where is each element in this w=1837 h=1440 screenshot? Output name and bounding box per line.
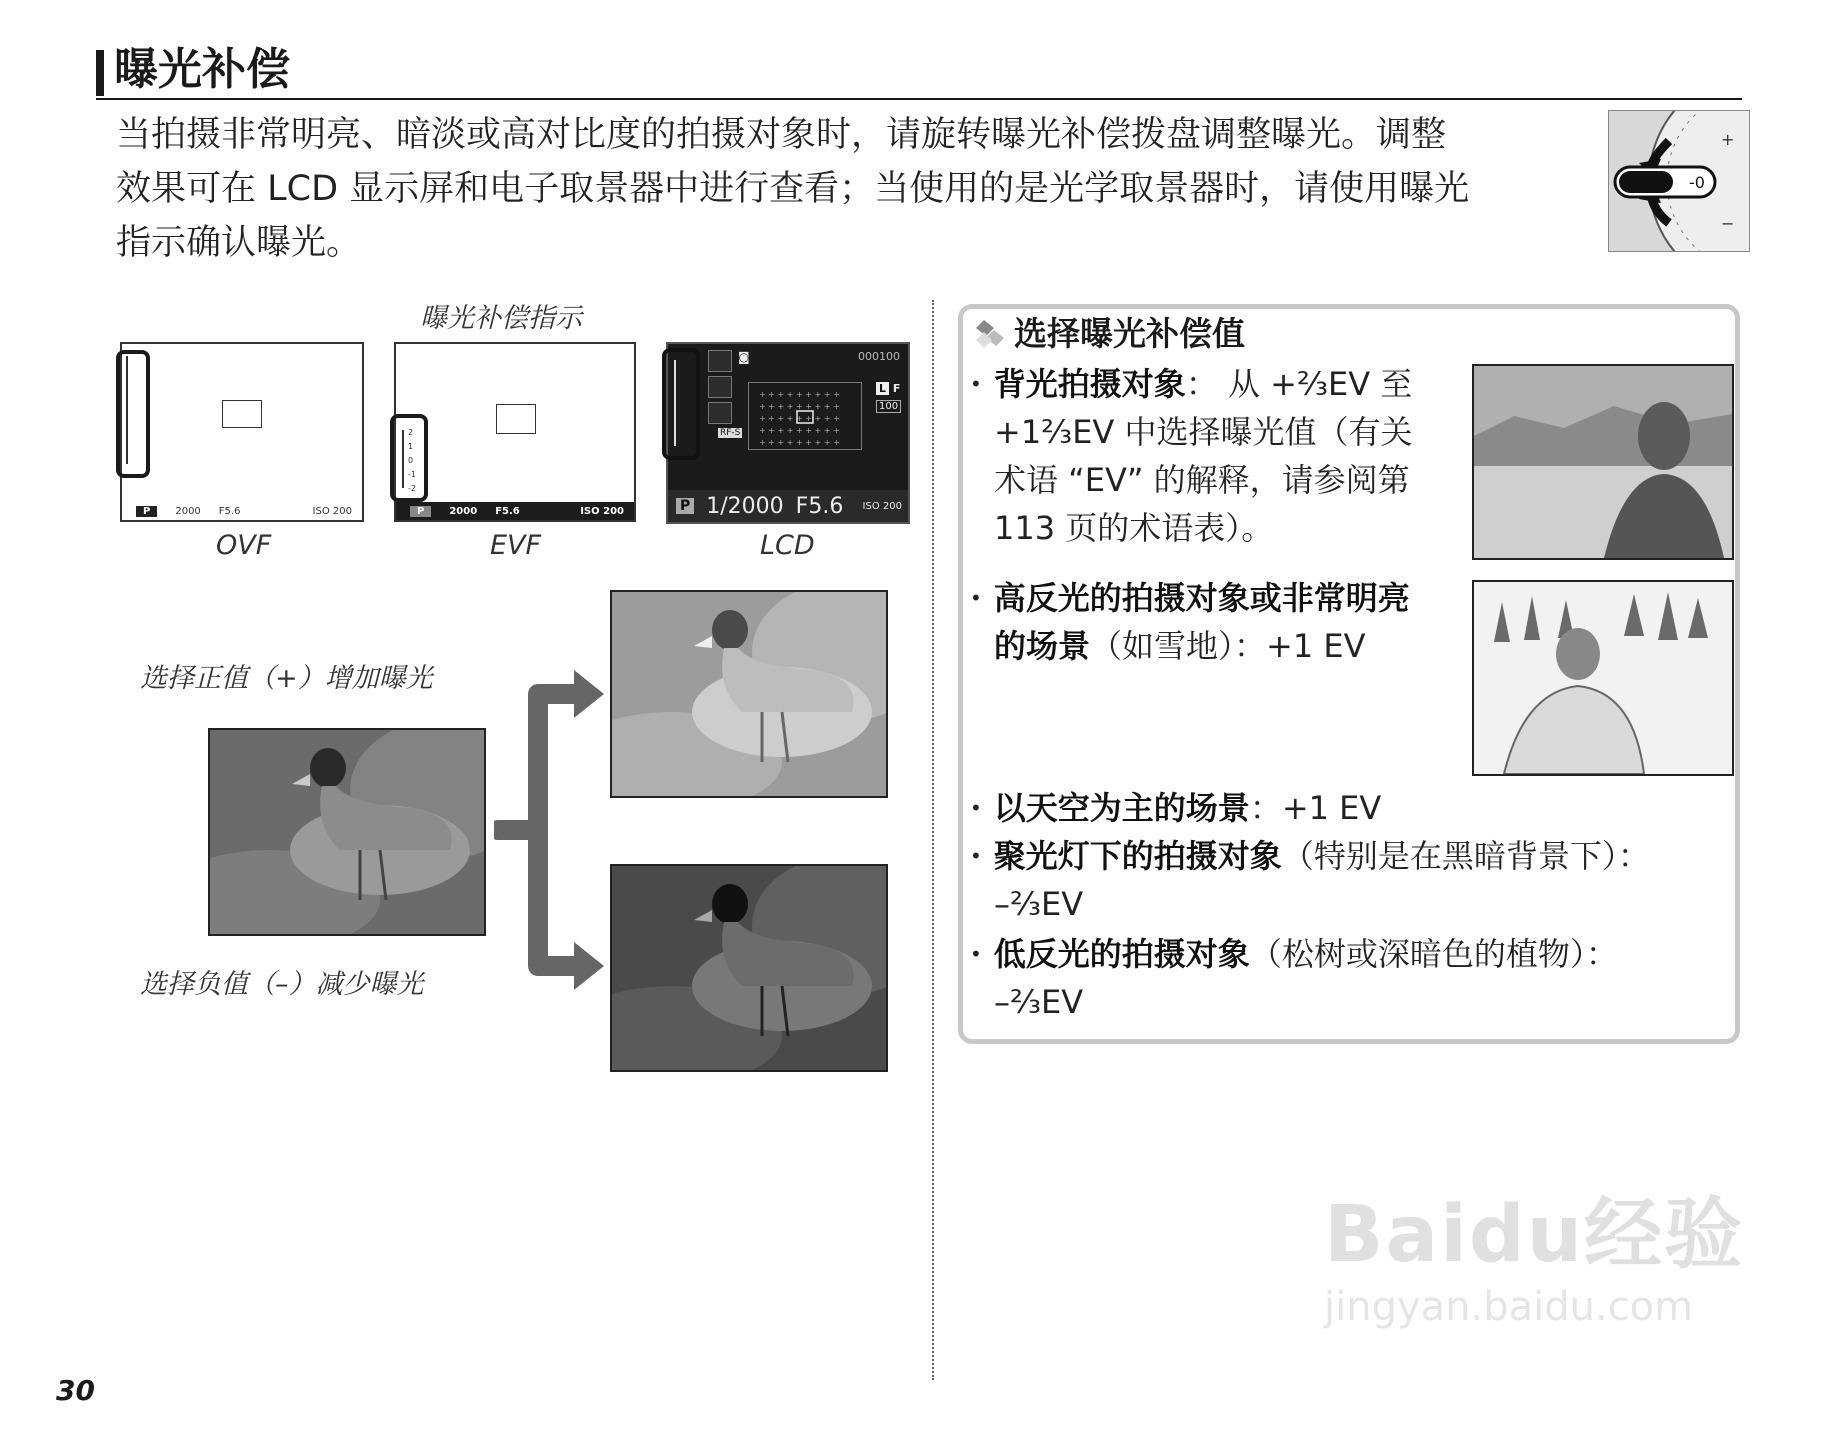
iso-label: ISO — [580, 505, 600, 517]
mode-badge: P — [676, 498, 694, 514]
ovf-indicator-highlight — [116, 350, 150, 478]
aperture-value: F5.6 — [218, 505, 241, 517]
shutter-value: 2000 — [449, 505, 478, 517]
shutter-value: 1/2000 — [706, 493, 784, 519]
iso-value: 200 — [603, 505, 624, 517]
tip-item-heading: 以天空为主的场景 — [993, 789, 1250, 827]
aperture-value: F5.6 — [795, 493, 844, 519]
tip-item-backlit: • 背光拍摄对象： 从 +⅔EV 至 +1⅔EV 中选择曝光值（有关 术语 “EV” 的解释，请参阅第 113 页的术语表）。 — [970, 360, 1450, 552]
tip-text-line: （特别是在黑暗背景下）： — [1281, 837, 1650, 875]
intro-line: 效果可在 LCD 显示屏和电子取景器中进行查看；当使用的是光学取景器时，请使用曝光 — [116, 169, 1470, 209]
intro-paragraph — [116, 108, 1586, 270]
ovf-info-bar — [122, 502, 362, 520]
tip-item-low-reflective: • 低反光的拍摄对象（松树或深暗色的植物）： –⅔EV — [970, 930, 1730, 1026]
tip-text-line: （如雪地）：+1 EV — [1090, 627, 1366, 665]
iso-value: 200 — [332, 505, 352, 517]
tip-item-heading: 低反光的拍摄对象 — [993, 935, 1250, 973]
metering-icon: ◙ — [738, 350, 750, 364]
lcd-scale-line — [674, 360, 676, 446]
tip-value: –⅔EV — [994, 983, 1084, 1021]
svg-text:+ + + + + + + + +: + + + + + + + + + — [759, 438, 840, 447]
lcd-side-box — [708, 402, 732, 424]
tip-title: 选择曝光补偿值 — [1014, 314, 1245, 353]
page-number: 30 — [56, 1374, 95, 1407]
aperture-value: F5.6 — [495, 505, 520, 517]
minus-caption: 选择负值（–）减少曝光 — [140, 969, 424, 1000]
image-quality: F — [892, 382, 901, 395]
duck-photo-brighter — [610, 590, 888, 798]
evf-viewfinder — [394, 342, 636, 522]
page-title: 曝光补偿 — [114, 44, 290, 95]
tip-text-line: （松树或深暗色的植物）： — [1249, 935, 1618, 973]
dial-plus-mark: + — [1721, 130, 1735, 149]
iso-label: ISO — [862, 500, 880, 512]
tip-icon — [974, 318, 1008, 348]
lcd-side-box — [708, 376, 732, 398]
frame-counter: 000100 — [858, 350, 900, 363]
heading-rule — [96, 98, 1742, 100]
image-size — [876, 382, 900, 395]
heading-bar — [96, 50, 104, 96]
dial-minus-mark: − — [1721, 214, 1735, 233]
svg-text:+ + + + + + + + +: + + + + + + + + + — [759, 390, 840, 399]
duck-photo-darker — [610, 864, 888, 1072]
snow-portrait-photo — [1472, 580, 1734, 776]
tip-item-reflective: • 高反光的拍摄对象或非常明亮 的场景（如雪地）：+1 EV — [970, 579, 1410, 665]
lcd-screen — [666, 342, 910, 524]
iso-label: ISO — [312, 505, 330, 517]
scale-tick: -2 — [408, 484, 416, 493]
dial-zero-label: -0 — [1689, 173, 1705, 192]
branch-arrows — [494, 660, 606, 1000]
tip-value: –⅔EV — [994, 885, 1084, 923]
tip-item-sky: • 以天空为主的场景：+1 EV — [970, 789, 1382, 827]
ovf-scale-line — [126, 356, 128, 464]
tip-text-line: 术语 “EV” 的解释，请参阅第 — [994, 461, 1410, 499]
lcd-indicator-highlight — [662, 348, 700, 460]
scale-tick: 1 — [408, 442, 414, 451]
shutter-value: 2000 — [175, 505, 201, 517]
tip-separator: ： — [1185, 365, 1218, 403]
duck-photo-original — [208, 728, 486, 936]
exposure-dial-illustration — [1608, 110, 1750, 252]
tip-item-heading: 高反光的拍摄对象或非常明亮 — [993, 579, 1410, 617]
indicator-caption: 曝光补偿指示 — [420, 303, 582, 334]
svg-text:+ + + + + + + + +: + + + + + + + + + — [759, 402, 840, 411]
tip-item-heading: 背光拍摄对象 — [993, 365, 1186, 403]
iso-value: 200 — [882, 500, 902, 512]
column-divider — [932, 300, 934, 1380]
tip-item-spotlight: • 聚光灯下的拍摄对象（特别是在黑暗背景下）： –⅔EV — [970, 832, 1730, 928]
mode-badge: P — [410, 506, 431, 517]
scale-tick: -1 — [408, 470, 416, 479]
tip-text-line: +1⅔EV 中选择曝光值（有关 — [994, 413, 1413, 451]
film-sim-badge: 100 — [876, 400, 901, 413]
watermark-brand: Baidu经验 — [1324, 1190, 1745, 1280]
plus-caption: 选择正值（+）增加曝光 — [140, 663, 433, 694]
backlit-portrait-photo — [1472, 364, 1734, 560]
ovf-viewfinder — [120, 342, 364, 522]
ovf-caption: OVF — [216, 530, 272, 561]
image-size-value: L — [876, 382, 889, 395]
svg-text:+ + + + + + + + +: + + + + + + + + + — [759, 426, 840, 435]
lcd-info-bar — [668, 490, 908, 522]
tip-item-heading: 的场景 — [994, 627, 1091, 665]
focus-frame — [222, 400, 262, 428]
focus-frame — [496, 404, 536, 434]
evf-scale-line — [402, 430, 404, 488]
baidu-watermark — [1324, 1172, 1754, 1392]
tip-text-line: 113 页的术语表）。 — [994, 509, 1274, 547]
intro-line: 指示确认曝光。 — [116, 223, 362, 263]
rf-badge: RF-S — [720, 428, 741, 438]
evf-info-bar — [396, 502, 634, 520]
evf-caption: EVF — [490, 530, 542, 561]
svg-text:+ + + + + + + + +: + + + + + + + + + — [759, 414, 840, 423]
scale-tick: 2 — [408, 428, 414, 437]
tip-text-line: ：+1 EV — [1249, 789, 1382, 827]
focus-grid — [748, 382, 862, 450]
lcd-side-box — [708, 350, 732, 372]
mode-badge: P — [136, 506, 157, 517]
lcd-caption: LCD — [760, 530, 815, 561]
intro-line: 当拍摄非常明亮、暗淡或高对比度的拍摄对象时，请旋转曝光补偿拨盘调整曝光。调整 — [116, 115, 1447, 155]
tip-item-heading: 聚光灯下的拍摄对象 — [993, 837, 1282, 875]
scale-tick: 0 — [408, 456, 414, 465]
watermark-url: jingyan.baidu.com — [1324, 1284, 1694, 1330]
tip-text-line: 从 +⅔EV 至 — [1228, 365, 1413, 403]
